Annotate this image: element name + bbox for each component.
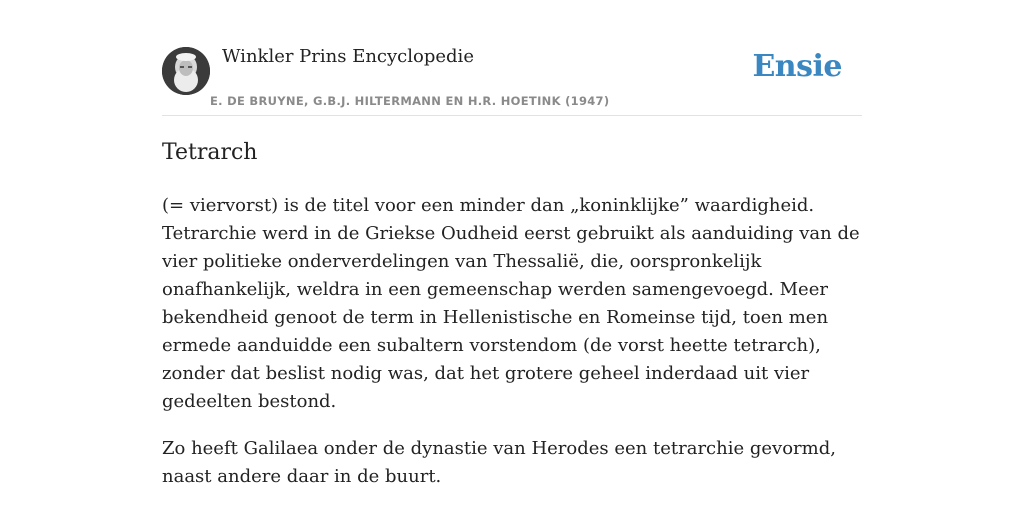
article-title: Tetrarch — [162, 140, 258, 165]
source-title[interactable]: Winkler Prins Encyclopedie — [222, 46, 474, 67]
source-authors: E. DE BRUYNE, G.B.J. HILTERMANN EN H.R. HOETINK (1947) — [210, 94, 610, 108]
page — [162, 0, 862, 487]
ensie-logo-link[interactable]: Ensie — [752, 49, 842, 84]
article-paragraph: Zo heeft Galilaea onder de dynastie van Herodes een tetrarchie gevormd, naast andere daar in de buurt. — [162, 438, 836, 487]
avatar[interactable] — [162, 47, 210, 95]
source-header — [162, 0, 862, 116]
author-portrait-icon — [162, 47, 210, 95]
article-body — [162, 192, 862, 510]
article-paragraph: (= viervorst) is de titel voor een minder dan „koninklijke” waardigheid. Tetrarchie werd in de Griekse Oudheid eerst gebruikt als aanduiding van de vier politieke onderverdelingen van Thessalië, die, oorspronkelijk onafhankelijk, weldra in een gemeenschap werden samengevoegd. Meer bekendheid genoot de term in Hellenistische en Romeinse tijd, toen men ermede aanduidde een subaltern vorstendom (de vorst heette tetrarch), zonder dat beslist nodig was, dat het grotere geheel inderdaad uit vier gedeelten bestond. — [162, 195, 860, 412]
